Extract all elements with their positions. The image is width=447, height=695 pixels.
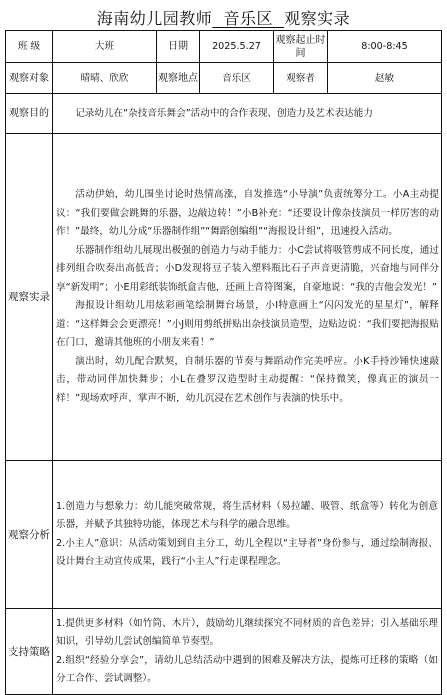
title-area: 音乐区 bbox=[223, 9, 273, 28]
strategy-item: 2.组织“经验分享会”，请幼儿总结活动中遇到的困难及解决方法，提炼可迁移的策略（如分工合作、尝试调整）。 bbox=[56, 654, 438, 684]
strategy-text-cell bbox=[53, 609, 442, 695]
title-suffix: 观察实录 bbox=[284, 9, 351, 28]
record-text-cell bbox=[53, 134, 442, 461]
place-label: 观察地点 bbox=[157, 63, 200, 94]
analysis-item: 2.小主人”意识：从活动策划到自主分工，幼儿全程以“主导者”身份参与，通过绘制海报、设计舞台主动宣传成果，践行“小主人”行走课程理念。 bbox=[56, 537, 438, 567]
date-value: 2025.5.27 bbox=[200, 31, 274, 63]
info-row-2 bbox=[6, 63, 442, 94]
place-value: 音乐区 bbox=[200, 63, 274, 94]
class-value: 大班 bbox=[53, 31, 157, 63]
record-paragraph: 活动伊始，幼儿围坐讨论时热情高涨，自发推选“小导演”负责统筹分工。小A主动提议：“我们要做会跳舞的乐器，边敲边转！”小B补充：“还要设计像杂技演员一样厉害的动作！”最终，幼儿分成“乐器制作组”“舞蹈创编组”“海报设计组”，迅速投入活动。 bbox=[56, 189, 439, 237]
target-value: 晴晴、欣欣 bbox=[53, 63, 157, 94]
title-prefix: 海南幼儿园教师 bbox=[96, 9, 213, 28]
purpose-label: 观察目的 bbox=[6, 94, 53, 134]
record-label: 观察实录 bbox=[6, 134, 53, 461]
page-title bbox=[0, 6, 447, 29]
class-label: 班 级 bbox=[6, 31, 53, 63]
time-value: 8:00-8:45 bbox=[328, 31, 442, 63]
strategy-label: 支持策略 bbox=[6, 609, 53, 695]
record-row bbox=[6, 134, 442, 461]
analysis-row bbox=[6, 461, 442, 609]
purpose-text: 记录幼儿在“杂技音乐舞会”活动中的合作表现、创造力及艺术表达能力 bbox=[75, 108, 373, 119]
observer-label: 观察者 bbox=[274, 63, 328, 94]
purpose-row bbox=[6, 94, 442, 134]
strategy-item: 1.提供更多材料（如竹筒、木片），鼓励幼儿继续探究不同材质的音色差异；引入基础乐理知识，引导幼儿尝试创编简单节奏型。 bbox=[56, 617, 438, 647]
time-label: 观察起止时间 bbox=[274, 31, 328, 63]
date-label: 日期 bbox=[157, 31, 200, 63]
purpose-text-cell bbox=[53, 94, 442, 134]
strategy-row bbox=[6, 609, 442, 695]
analysis-label: 观察分析 bbox=[6, 461, 53, 609]
analysis-item: 1.创造力与想象力：幼儿能突破常规，将生活材料（易拉罐、吸管、纸盒等）转化为创意乐器，并赋予其独特功能，体现艺术与科学的融合思维。 bbox=[56, 500, 438, 530]
observer-value: 赵敏 bbox=[328, 63, 442, 94]
analysis-text-cell bbox=[53, 461, 442, 609]
record-paragraph: 演出时，幼儿配合默契，自制乐器的节奏与舞蹈动作完美呼应。小K手持沙锤快速敲击，带动同伴加快舞步；小L在叠罗汉造型时主动提醒：“保持微笑，像真正的演员一样！”现场欢呼声、掌声不断，幼儿沉浸在艺术创作与表演的快乐中。 bbox=[56, 355, 439, 404]
info-row-1 bbox=[6, 31, 442, 63]
observation-table bbox=[5, 30, 442, 695]
record-paragraph: 乐器制作组幼儿展现出极强的创造力与动手能力：小C尝试将吸管剪成不同长度，通过排列组合吹奏出高低音；小D发现将豆子装入塑料瓶比石子声音更清脆，兴奋地与同伴分享“新发明”；小E用彩纸装饰纸盒吉他，还画上音符图案，自豪地说：“我的吉他会发光！” bbox=[56, 244, 439, 293]
record-paragraph: 海报设计组幼儿用炫彩画笔绘制舞台场景，小I特意画上“闪闪发光的星星灯”，解释道：“这样舞会会更漂亮！”小J则用剪纸拼贴出杂技演员造型，边贴边说：“我们要把海报贴在门口，邀请其他班的小朋友来看！” bbox=[56, 300, 439, 348]
target-label: 观察对象 bbox=[6, 63, 53, 94]
